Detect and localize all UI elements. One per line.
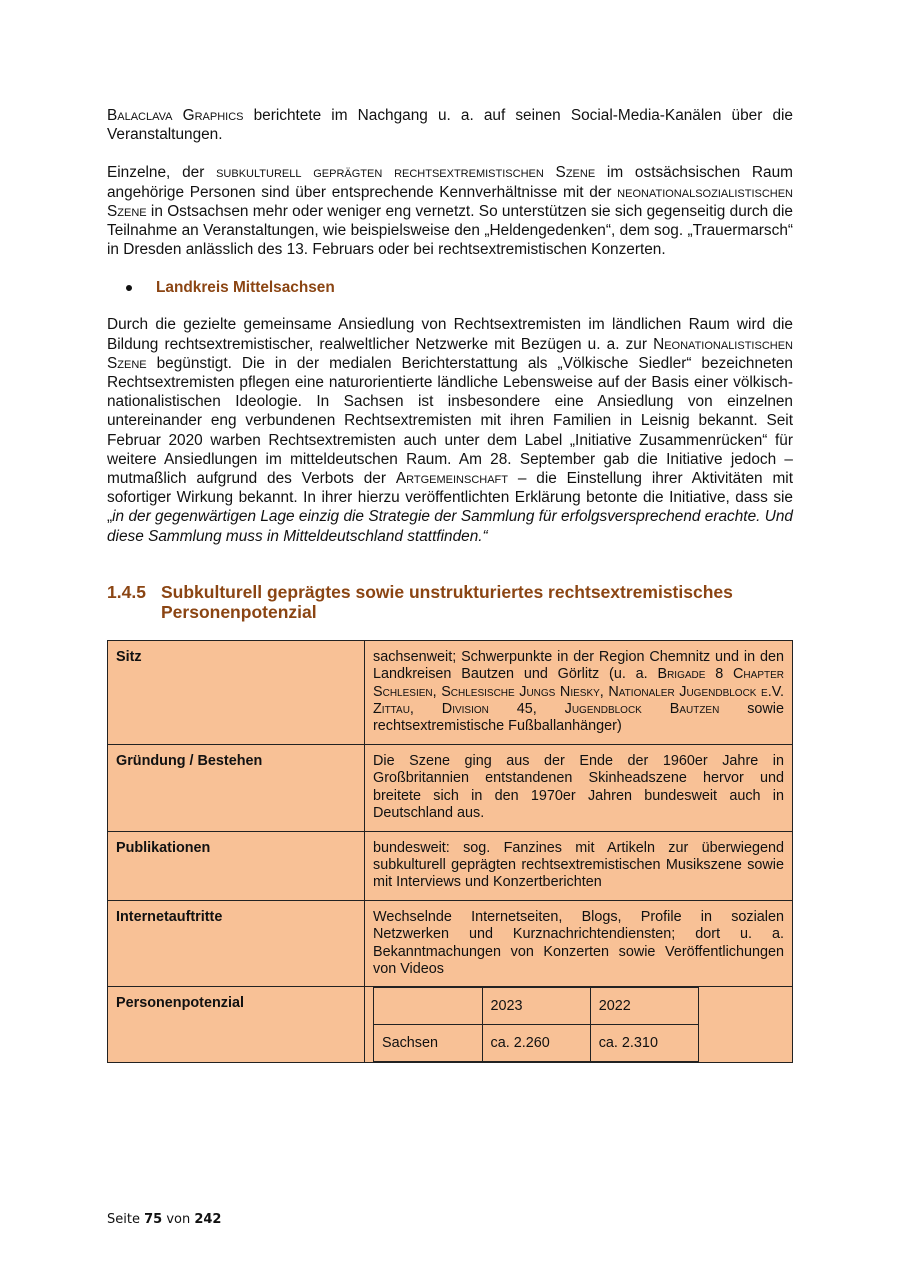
page-total: 242 (194, 1212, 222, 1227)
page-footer: Seite 75 von 242 (107, 1212, 222, 1227)
page-number: 75 (144, 1212, 163, 1227)
row-value: sachsenweit; Schwerpunkte in der Region Chemnitz und in den Landkreisen Bautzen und Görlitz (u. a. Brigade 8 Chapter Schlesien, Schlesische Jungs Niesky, Nationaler Jugendblock e.V. Zittau, Division 45, Jugendblock Bautzen sowie rechtsextremistische Fußballanhänger) (365, 640, 793, 744)
section-number: 1.4.5 (107, 581, 146, 602)
paragraph-balaclava: Balaclava Graphics berichtete im Nachgang u. a. auf seinen Social-Media-Kanälen über die Veranstaltungen. (107, 107, 793, 144)
header-cell (374, 988, 483, 1025)
table-row-gruendung (108, 744, 793, 831)
table-row-internet (108, 900, 793, 987)
row-label: Internetauftritte (108, 900, 365, 987)
paragraph-mittelsachsen: Durch die gezielte gemeinsame Ansiedlung von Rechtsextremisten im ländlichen Raum wird die Bildung rechtsextremistischer, realweltlicher Netzwerke mit Bezügen u. a. zur Neonationalistischen Szene begünstigt. Die in der medialen Berichterstattung als „Völkische Siedler“ bezeichneten Rechtsextremisten pflegen eine naturorientierte ländliche Lebensweise auf der Basis einer völkisch-nationalistischen Ideologie. In Sachsen ist insbesondere eine Ansiedlung von einzelnen untereinander eng verbundenen Rechtsextremisten mit ihren Familien in Leisnig bekannt. Seit Februar 2020 warben Rechtsextremisten auch unter dem Label „Initiative Zusammenrücken“ für weitere Ansiedlungen im mitteldeutschen Raum. Am 28. September gab die Initiative jedoch – mutmaßlich aufgrund des Verbots der Artgemeinschaft – die Einstellung ihrer Aktivitäten mit sofortiger Wirkung bekannt. In ihrer hierzu veröffentlichten Erklärung betonte die Initiative, dass sie „in der gegenwärtigen Lage einzig die Strategie der Sammlung für erfolgsversprechend erachte. Und diese Sammlung muss in Mitteldeutschland stattfinden.“ (107, 316, 793, 545)
row-label: Publikationen (108, 831, 365, 900)
row-value: Wechselnde Internetseiten, Blogs, Profile in sozialen Netzwerken und Kurznachrichtendiensten; dort u. a. Bekanntmachungen von Konzerten sowie Veröffentlichungen von Videos (365, 900, 793, 987)
potenzial-data-row (374, 1025, 699, 1062)
row-value: Die Szene ging aus der Ende der 1960er Jahre in Großbritannien entstandenen Skinheadszene hervor und breitete sich in den 1970er Jahren bundesweit auch in Deutschland aus. (365, 744, 793, 831)
section-heading (107, 582, 793, 622)
data-cell: ca. 2.310 (590, 1025, 698, 1062)
data-cell: Sachsen (374, 1025, 483, 1062)
row-label: Gründung / Bestehen (108, 744, 365, 831)
paragraph-subkulturell: Einzelne, der subkulturell geprägten rechtsextremistischen Szene im ostsächsischen Raum angehörige Personen sind über entsprechende Kennverhältnisse mit der neonationalsozialistischen Szene in Ostsachsen mehr oder weniger eng vernetzt. So unterstützen sie sich gegenseitig durch die Teilnahme an Veranstaltungen, wie beispielsweise den „Heldengedenken“, dem sog. „Trauermarsch“ in Dresden anlässlich des 13. Februars oder bei rechtsextremistischen Konzerten. (107, 164, 793, 259)
header-cell: 2022 (590, 988, 698, 1025)
table-row-publikationen (108, 831, 793, 900)
row-label: Sitz (108, 640, 365, 744)
row-value: bundesweit: sog. Fanzines mit Artikeln zur überwiegend subkulturell geprägten rechtsextremistischen Musikszene sowie mit Interviews und Konzertberichten (365, 831, 793, 900)
info-table (107, 640, 793, 1064)
section-title: Subkulturell geprägtes sowie unstrukturiertes rechtsextremistisches Personenpotenzial (161, 581, 733, 622)
bullet-label: Landkreis Mittelsachsen (156, 279, 335, 297)
potenzial-table (373, 987, 699, 1062)
table-row-potenzial (108, 987, 793, 1063)
bullet-item (107, 277, 793, 299)
potenzial-header-row (374, 988, 699, 1025)
data-cell: ca. 2.260 (482, 1025, 590, 1062)
header-cell: 2023 (482, 988, 590, 1025)
row-label: Personenpotenzial (108, 987, 365, 1063)
page-content (107, 106, 793, 1063)
row-value (365, 987, 793, 1063)
table-row-sitz (108, 640, 793, 744)
bullet-dot-icon (126, 285, 132, 291)
